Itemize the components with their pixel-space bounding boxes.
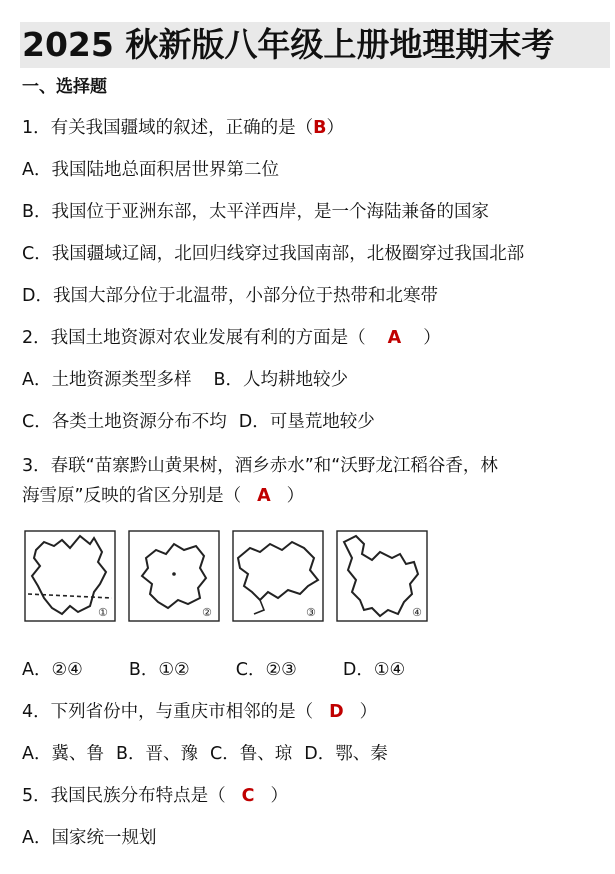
question-text: 1．有关我国疆域的叙述，正确的是（ [22, 118, 314, 138]
question-2-stem [22, 326, 441, 350]
option: A．土地资源类型多样 [22, 370, 192, 390]
option-line: D．我国大部分位于北温带，小部分位于热带和北寒带 [22, 286, 438, 306]
answer-mark: A [257, 486, 271, 506]
answer-mark: D [329, 702, 344, 722]
paren-close: ） [286, 486, 305, 506]
option: D．①④ [342, 660, 406, 680]
options-row [22, 368, 348, 392]
option: C．②③ [235, 660, 297, 680]
option: C．各类土地资源分布不均 [22, 412, 227, 432]
map-label: ① [98, 606, 108, 619]
answer-mark: B [313, 118, 327, 138]
map-label: ④ [412, 606, 422, 619]
question-text: 4．下列省份中，与重庆市相邻的是（ [22, 702, 314, 722]
paren-close: ） [326, 118, 344, 138]
question-4-stem [22, 700, 377, 724]
section-heading: 一、选择题 [22, 77, 107, 97]
question-text: 5．我国民族分布特点是（ [22, 786, 226, 806]
question-text: 海雪原”反映的省区分别是（ [22, 486, 242, 506]
option-line: B．我国位于亚洲东部，太平洋西岸，是一个海陆兼备的国家 [22, 202, 490, 222]
question-text: 2．我国土地资源对农业发展有利的方面是（ [22, 328, 366, 348]
option-line: C．我国疆域辽阔，北回归线穿过我国南部，北极圈穿过我国北部 [22, 244, 525, 264]
option: B．晋、豫 [115, 744, 198, 764]
question-3-stem-line2 [22, 484, 304, 508]
province-maps [22, 528, 422, 624]
answer-mark: A [387, 328, 402, 348]
options-row [22, 742, 388, 766]
question-1-stem [22, 116, 344, 140]
options-row [22, 410, 375, 434]
options-row [22, 658, 405, 682]
option: B．①② [128, 660, 190, 680]
map-label: ③ [306, 606, 316, 619]
option: D．可垦荒地较少 [238, 412, 375, 432]
province-map-2 [126, 528, 222, 624]
option-line: A．我国陆地总面积居世界第二位 [22, 160, 279, 180]
question-5-stem [22, 784, 288, 808]
province-map-1 [22, 528, 118, 624]
option: D．鄂、秦 [304, 744, 388, 764]
map-label: ② [202, 606, 212, 619]
page-title: 2025 秋新版八年级上册地理期末考 [22, 25, 555, 64]
paren-close: ） [270, 786, 288, 806]
province-map-4 [334, 528, 430, 624]
option: C．鲁、琼 [210, 744, 293, 764]
province-map-3 [230, 528, 326, 624]
paren-close: ） [359, 702, 378, 722]
option: B．人均耕地较少 [213, 370, 348, 390]
option-line: A．国家统一规划 [22, 828, 157, 848]
option: A．冀、鲁 [22, 744, 104, 764]
paren-close: ） [423, 328, 441, 348]
question-3-stem-line1: 3．春联“苗寨黔山黄果树，酒乡赤水”和“沃野龙江稻谷香，林 [22, 456, 498, 476]
option: A．②④ [22, 660, 83, 680]
answer-mark: C [241, 786, 255, 806]
